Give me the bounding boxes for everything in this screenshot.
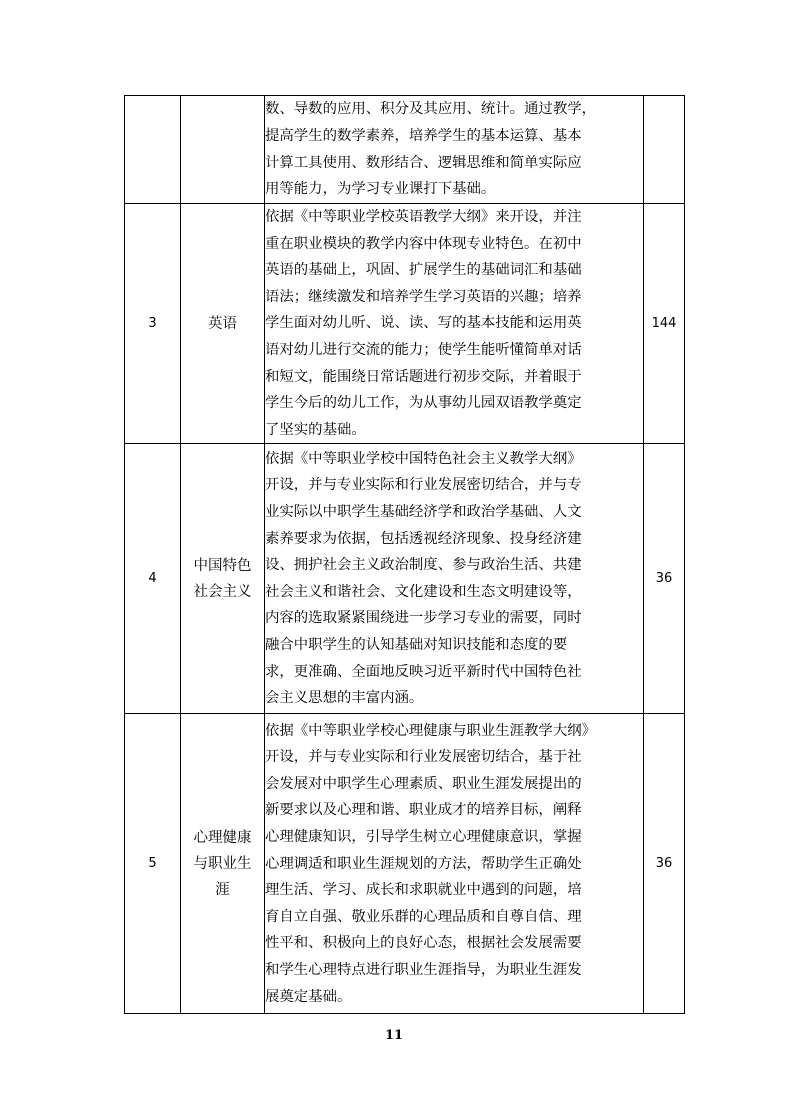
course-name-line: 涯 [215, 881, 230, 898]
description-line: 育自立自强、敬业乐群的心理品质和自尊自信、理 [265, 908, 582, 925]
description-line: 和短文，能围绕日常话题进行初步交际，并着眼于 [265, 368, 582, 385]
description-line: 和学生心理特点进行职业生涯指导，为职业生涯发 [265, 961, 582, 978]
course-description [265, 444, 644, 714]
description-line: 内容的选取紧紧围绕进一步学习专业的需要，同时 [265, 610, 582, 627]
course-table-body [125, 96, 685, 1014]
description-line: 学生面对幼儿听、说、读、写的基本技能和运用英 [265, 315, 582, 332]
description-line: 开设，并与专业实际和行业发展密切结合，并与专 [265, 477, 582, 494]
course-number [125, 96, 181, 204]
course-hours [644, 96, 685, 204]
course-hours: 36 [644, 714, 685, 1014]
description-line: 提高学生的数学素养，培养学生的基本运算、基本 [265, 127, 582, 144]
table-row [125, 96, 685, 204]
course-hours: 144 [644, 204, 685, 444]
course-name-line: 心理健康 [193, 829, 252, 846]
description-line: 学生今后的幼儿工作，为从事幼儿园双语教学奠定 [265, 395, 582, 412]
description-line: 社会主义和谐社会、文化建设和生态文明建设等， [265, 583, 582, 600]
course-name-line: 与职业生 [193, 855, 252, 872]
table-row [125, 714, 685, 1014]
description-line: 语对幼儿进行交流的能力；使学生能听懂简单对话 [265, 341, 582, 358]
description-line: 性平和、积极向上的良好心态，根据社会发展需要 [265, 935, 582, 952]
description-line: 重在职业模块的教学内容中体现专业特色。在初中 [265, 235, 582, 252]
course-number: 4 [125, 444, 181, 714]
description-line: 英语的基础上，巩固、扩展学生的基础词汇和基础 [265, 262, 582, 279]
course-name [181, 204, 265, 444]
table-row [125, 204, 685, 444]
course-description [265, 204, 644, 444]
page-number: 11 [384, 1028, 404, 1043]
course-name [181, 444, 265, 714]
description-line: 心理调适和职业生涯规划的方法，帮助学生正确处 [265, 855, 582, 872]
course-description [265, 714, 644, 1014]
description-line: 数、导数的应用、积分及其应用、统计。通过教学， [265, 101, 596, 118]
description-line: 用等能力，为学习专业课打下基础。 [265, 181, 496, 198]
description-line: 心理健康知识，引导学生树立心理健康意识，掌握 [265, 828, 582, 845]
description-line: 语法；继续激发和培养学生学习英语的兴趣；培养 [265, 288, 582, 305]
description-line: 展奠定基础。 [265, 988, 352, 1005]
description-line: 会发展对中职学生心理素质、职业生涯发展提出的 [265, 775, 582, 792]
description-line: 业实际以中职学生基础经济学和政治学基础、人文 [265, 504, 582, 521]
course-name [181, 96, 265, 204]
course-hours: 36 [644, 444, 685, 714]
description-line: 素养要求为依据，包括透视经济现象、投身经济建 [265, 530, 582, 547]
course-number: 5 [125, 714, 181, 1014]
description-line: 了坚实的基础。 [265, 421, 366, 438]
course-name [181, 714, 265, 1014]
description-line: 依据《中等职业学校英语教学大纲》来开设，并注 [265, 209, 582, 225]
course-name-line: 社会主义 [193, 583, 252, 600]
course-name-line: 英语 [208, 315, 237, 332]
table-row [125, 444, 685, 714]
description-line: 新要求以及心理和谐、职业成才的培养目标，阐释 [265, 802, 582, 819]
description-line: 计算工具使用、数形结合、逻辑思维和简单实际应 [265, 154, 582, 171]
description-line: 依据《中等职业学校中国特色社会主义教学大纲》 [265, 450, 582, 467]
description-line: 会主义思想的丰富内涵。 [265, 690, 424, 707]
description-line: 设、拥护社会主义政治制度、参与政治生活、共建 [265, 557, 582, 574]
description-line: 融合中职学生的认知基础对知识技能和态度的要 [265, 637, 568, 654]
description-line: 求，更准确、全面地反映习近平新时代中国特色社 [265, 663, 582, 680]
description-line: 理生活、学习、成长和求职就业中遇到的问题，培 [265, 882, 582, 899]
course-name-line: 中国特色 [193, 557, 252, 574]
course-table [124, 95, 685, 1014]
description-line: 依据《中等职业学校心理健康与职业生涯教学大纲》 [265, 722, 596, 739]
course-number: 3 [125, 204, 181, 444]
description-line: 开设，并与专业实际和行业发展密切结合，基于社 [265, 749, 582, 766]
course-description [265, 96, 644, 204]
